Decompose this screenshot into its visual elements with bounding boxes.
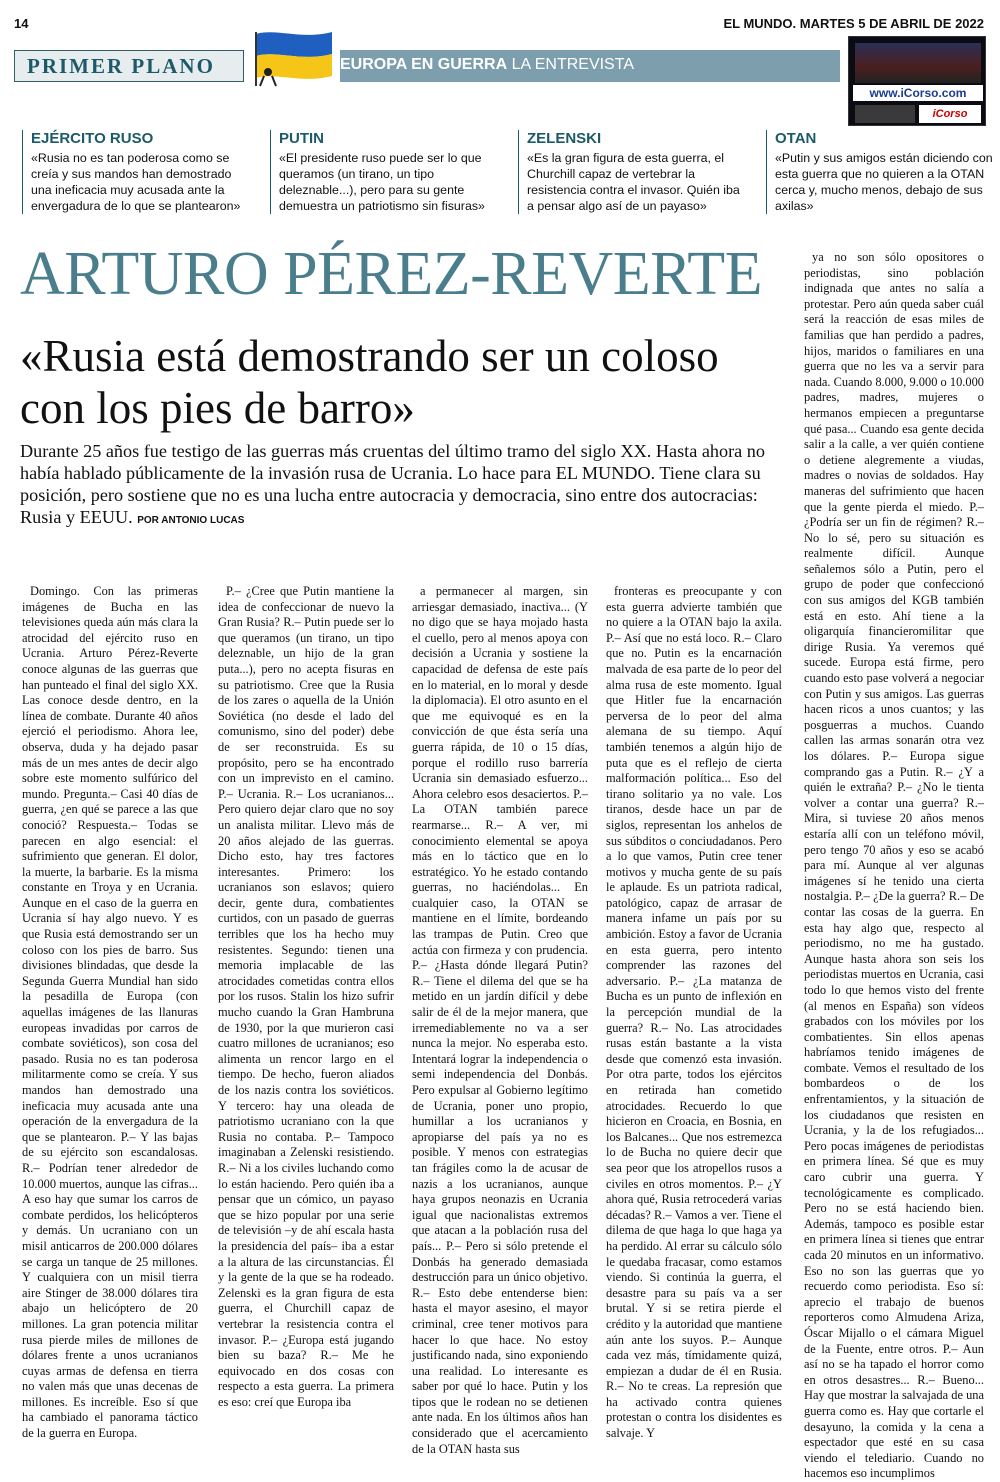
column-text: fronteras es preocupante y con esta guerra advierte también que no quiere a la OTAN bajo la axila. P.– Así que no está loco. R.– Claro que no. Putin es la encarnación malvada de esa parte de lo peor del alma rusa de este momento. Igual que Hitler fue la encarnación perversa de lo peor del alma alemana de su tiempo. Aquí también tenemos a algún hijo de puta que es el reflejo de cierta malformación política... Eso del tirano solitario ya no vale. Los tiranos, desde hace un par de siglos, representan los anhelos de sus súbditos o conciudadanos. Pero a lo que vamos, Putin cree tener motivos y mucha gente de su país le aplaude. Es un patriota radical, patológico, capaz de arrasar de manera infame un país por su ambición. Estoy a favor de Ucrania en esta guerra, pero intento comprender las razones del adversario. P.– ¿La matanza de Bucha es un punto de inflexión en la percepción mundial de la guerra? R.– No. Las atrocidades rusas están bastante a la vista desde que comenzó esta invasión. Por otra parte, todos los ejércitos en retirada han cometido atrocidades. Recuerdo lo que hicieron en Croacia, en Bosnia, en los Balcanes... Que nos estremezca lo de Bucha no quiere decir que sea peor que los atropellos rusos a civiles en otros momentos. P.– ¿Y ahora qué, Rusia retrocederá varias décadas? R.– Vamos a ver. Tiene el dilema de que haga lo que haga ya ha perdido. Al errar su cálculo sólo le quedaba fracasar, como estamos viendo. Si continúa la guerra, el desastre para su país va a ser brutal. Y si se retira pierde el crédito y la autoridad que mantiene aún ante los suyos. P.– Aunque cada vez más, tímidamente quizá, empiezan a dudar de él en Rusia. R.– No te creas. La represión que ha activado contra quienes protestan o contra los disidentes es salvaje. Y <box>606 584 782 1441</box>
article-lead <box>20 440 790 532</box>
byline: POR ANTONIO LUCAS <box>137 515 245 526</box>
pull-quote-heading: ZELENSKI <box>527 130 602 147</box>
article-headline: «Rusia está demostrando ser un coloso con los pies de barro» <box>20 331 719 433</box>
column-text: a permanecer al margen, sin arriesgar demasiado, inactiva... (Y no digo que se haya mojado hasta el cuello, pero al menos apoya con decisión a Ucrania y sostiene la capacidad de defensa de este país en lo material, en lo moral y desde la diplomacia). El otro asunto en el que me equivoqué es en la convicción de que ésta sería una guerra rápida, de 10 o 15 días, porque el rodillo ruso barrería Ucrania sin demasiado esfuerzo... Ahora celebro esos desaciertos. P.– La OTAN también parece rearmarse... R.– A ver, mi conocimiento elemental se apoya más en lo táctico que en lo estratégico. Yo he estado contando guerras, no haciéndolas... En cualquier caso, la OTAN se mantiene en el límite, bordeando las trampas de Putin. Creo que actúa con firmeza y con prudencia. P.– ¿Hasta dónde llegará Putin? R.– Tiene el dilema del que se ha metido en un jardín difícil y debe salir de él de la mejor manera, que irremediablemente no va a ser nunca la mejor. No esperaba esto. Intentará lograr la independencia o semi independencia del Donbás. Pero expulsar al Gobierno legítimo de Ucrania, poner uno propio, humillar a los ucranianos y apropiarse del país ya no es posible. Y menos con estrategias tan frágiles como la de acusar de nazis a los ucranianos, aunque haya grupos neonazis en Ucrania igual que nacionalistas extremos que atacan a la población rusa del país... P.– Pero si sólo pretende el Donbás ha generado demasiada destrucción para un único objetivo. R.– Esto debe entenderse bien: hasta el mayor asesino, el mayor criminal, cree tener motivos para hacer lo que hace. No estoy justificando nada, sino exponiendo una realidad. Lo interesante es saber por qué lo hace. Putin y los tipos que le rodean no se detienen ante nada. En los últimos años han considerado que el acercamiento de la OTAN hasta sus <box>412 584 588 1456</box>
pull-quote-text: «Putin y sus amigos están diciendo con esta guerra que no quieren a la OTAN cerca y, mucho menos, debajo de sus axilas» <box>775 151 993 213</box>
section-subtitle: EUROPA EN GUERRA LA ENTREVISTA <box>340 50 840 82</box>
lead-text: Durante 25 años fue testigo de las guerras más cruentas del último tramo del siglo XX. Hasta ahora no había hablado públicamente de la invasión rusa de Ucrania. Lo hace para EL MUNDO. Tiene clara su posición, pero sostiene que no es una lucha entre autocracia y democracia, sino entre dos autocracias: Rusia y EEUU. <box>20 441 765 527</box>
article-column <box>412 584 588 1456</box>
ad-screenshot <box>855 43 981 83</box>
interviewee-name: ARTURO PÉREZ-REVERTE <box>20 240 763 308</box>
advertisement[interactable] <box>848 36 986 126</box>
pull-quote-heading: OTAN <box>775 130 817 147</box>
ad-strip <box>855 105 915 123</box>
pull-quote-text: «El presidente ruso puede ser lo que queramos (un tirano, un tipo deleznable...), pero para su gente demuestra un patriotismo sin fisuras» <box>279 151 485 213</box>
ad-brand-logo: iCorso <box>919 105 981 123</box>
article-column <box>804 250 984 1481</box>
pull-quote-heading: EJÉRCITO RUSO <box>31 130 154 147</box>
article-column <box>606 584 782 1441</box>
pull-quote <box>270 130 500 214</box>
column-text: Domingo. Con las primeras imágenes de Bucha en las televisiones queda aún más clara la atrocidad del ejército ruso en Ucrania. Arturo Pérez-Reverte conoce algunas de las guerras que han punteado el final del siglo XX. Las conoce desde dentro, en la línea de combate. Durante 40 años ejerció el periodismo. Ahora lee, observa, duda y ha dejado pasar más de un mes antes de decir algo sobre este momento sulfúrico del mundo. Pregunta.– Casi 40 días de guerra, ¿en qué se parece a las que conoció? Respuesta.– Todas se parecen en algo esencial: el sufrimiento que generan. El dolor, la muerte, la barbarie. Es la misma constante en Troya y en Ucrania. Aunque en el caso de la guerra en Ucrania sí hay algo nuevo. Y es que Rusia está demostrando ser un coloso con los pies de barro. Sus divisiones blindadas, que desde la Segunda Guerra Mundial han sido la pesadilla de Europa (con aquellas imágenes de las llanuras europeas invadidas por carros de combate soviéticos), son cosa del pasado. Rusia no es tan poderosa militarmente como se creía. Y sus mandos han demostrado una ineficacia muy acusada ante una operación de la envergadura de la que se plantearon. P.– Y las bajas de su ejército son escandalosas. R.– Podrían tener alrededor de 10.000 muertos, aunque las cifras... A eso hay que sumar los carros de combate perdidos, los helicópteros y demás. Un ucraniano con un misil anticarros de 200.000 dólares se carga un tanque de 25 millones. Y cualquiera con un misil tierra aire Stinger de 38.000 dólares tira abajo un helicóptero de 20 millones. La gran potencia militar rusa pierde miles de millones de dólares frente a unos ucranianos cuyas armas de defensa en tierra no valen más que unas decenas de millones. Es increíble. Eso sí que ha cambiado el panorama táctico de la guerra en Europa. <box>22 584 198 1441</box>
pull-quote <box>766 130 996 214</box>
masthead-date: EL MUNDO. MARTES 5 DE ABRIL DE 2022 <box>723 16 984 31</box>
section-bar <box>14 50 840 82</box>
pull-quote-text: «Rusia no es tan poderosa como se creía y sus mandos han demostrado una ineficacia muy acusada ante la envergadura de lo que se plantearon» <box>31 151 241 213</box>
ad-url[interactable]: www.iCorso.com <box>853 85 983 101</box>
pull-quote-text: «Es la gran figura de esta guerra, el Churchill capaz de vertebrar la resistencia contra el invasor. Quién iba a pensar algo así de un payaso» <box>527 151 740 213</box>
pull-quote-heading: PUTIN <box>279 130 324 147</box>
article-column <box>218 584 394 1409</box>
pull-quote <box>518 130 748 214</box>
pull-quote <box>22 130 252 214</box>
column-text: P.– ¿Cree que Putin mantiene la idea de confeccionar de nuevo la Gran Rusia? R.– Putin puede ser lo que queramos (un tirano, un tipo deleznable, un hijo de la gran puta...), pero no acepta fisuras en su patriotismo. Cree que la Rusia de los zares o aquella de la Unión Soviética (no desde el lado del comunismo, sino del poder) debe de ser reconstruida. Es su propósito, pero se ha encontrado con un imprevisto en el camino. P.– Ucrania. R.– Los ucranianos... Pero quiero dejar claro que no soy un analista militar. Llevo más de 20 años alejado de las guerras. Dicho esto, hay tres factores interesantes. Primero: los ucranianos son eslavos; quiero decir, gente dura, combatientes curtidos, con un pasado de guerras terribles que los ha hecho muy resistentes. Segundo: tienen una memoria implacable de las atrocidades cometidas contra ellos por los rusos. Stalin los hizo sufrir mucho cuando la Gran Hambruna de 1930, por la que murieron casi cuatro millones de ucranianos; eso alimenta un rencor largo en el tiempo. De hecho, fueron aliados de los nazis contra los soviéticos. Y tercero: hay una oleada de patriotismo ucraniano con la que Rusia no contaba. P.– Tampoco imaginaban a Zelenski resistiendo. R.– Ni a los civiles luchando como lo están haciendo. Pero quién iba a pensar que un cómico, un payaso que se hizo popular por una serie de televisión –y de ahí escala hasta la presidencia del país– iba a estar a la altura de las circunstancias. Él y la gente de la que se ha rodeado. Zelenski es la gran figura de esta guerra, el Churchill capaz de vertebrar la resistencia contra el invasor. P.– ¿Europa está jugando bien su baza? R.– Me he equivocado en dos cosas con respecto a esta guerra. La primera es eso: creí que Europa iba <box>218 584 394 1409</box>
section-title: PRIMER PLANO <box>14 50 244 82</box>
ukraine-flag-icon <box>246 28 336 86</box>
column-text: ya no son sólo opositores o periodistas, sino población indignada que antes no salía a protestar. Pero aún queda saber cuál será la reacción de esas miles de familias que han perdido a padres, hijos, maridos o familiares en una guerra que no les va a servir para nada. Cuando 8.000, 9.000 o 10.000 padres, madres, mujeres o hermanos empiecen a preguntarse qué pasa... Cuando esa gente decida salir a la calle, a ver quién contiene o detiene alegremente a viudas, madres o novias de soldados. Hay maneras del sufrimiento que hacen que la gente pierda el miedo. P.– ¿Podría ser un fin de régimen? R.– No lo sé, pero su situación es realmente difícil. Aunque señalemos sólo a Putin, pero el grupo de poder que confeccionó con sus amigos del KGB también está en esto. Ahí tiene a la oligarquía financieromilitar que dirige Rusia. Ya veremos qué sucede. Europa está firme, pero cuando esto pase volverá a negociar con Putin y sus amigos. Las guerras hacen ricos a unos cuantos; y las posguerras a muchos. Cuando callen las armas sonarán otra vez los dólares. P.– Europa sigue comprando gas a Putin. R.– ¿Y a quién le extraña? P.– ¿No le tienta volver a contar una guerra? R.– Mira, si tuviese 20 años menos estaría allí con un teléfono móvil, pero tengo 70 años y eso se acabó para mí. Aunque al ver algunas imágenes sí he tenido una cierta nostalgia. P.– ¿De la guerra? R.– De contar las cosas de la guerra. En esta hay algo que, respecto al periodismo, no me ha gustado. Aunque hasta ahora son seis los periodistas muertos en Ucrania, casi todo lo que hemos visto del frente (al menos en España) son vídeos grabados con los móviles por los combatientes. Sin ellos apenas habríamos tenido imágenes de combate. Vemos el resultado de los bombardeos o de los enfrentamientos, y la situación de los ciudadanos que resisten en Ucrania, y la de los refugiados... Pero pocas imágenes de periodistas en primera línea. Sé que es muy caro cubrir una guerra. Y tecnológicamente es complicado. Pero no se está haciendo bien. Además, tampoco es posible estar en primera línea si tienes que entrar cada 20 minutos en un informativo. Eso no son las guerras que yo recuerdo como periodista. Eso sí: aprecio el trabajo de buenos reporteros como Almudena Ariza, Óscar Mijallo o el cámara Miguel de la Fuente, entre otros. P.– Aun así no se ha tapado el horror como en otros desastres... R.– Bueno... Hay que mostrar la salvajada de una guerra como es. Hay que cortarle el desayuno, la comida y la cena a espectador que esté en su casa viendo el telediario. Cuando no hacemos eso incumplimos <box>804 250 984 1481</box>
page-number: 14 <box>14 16 29 31</box>
article-column <box>22 584 198 1441</box>
